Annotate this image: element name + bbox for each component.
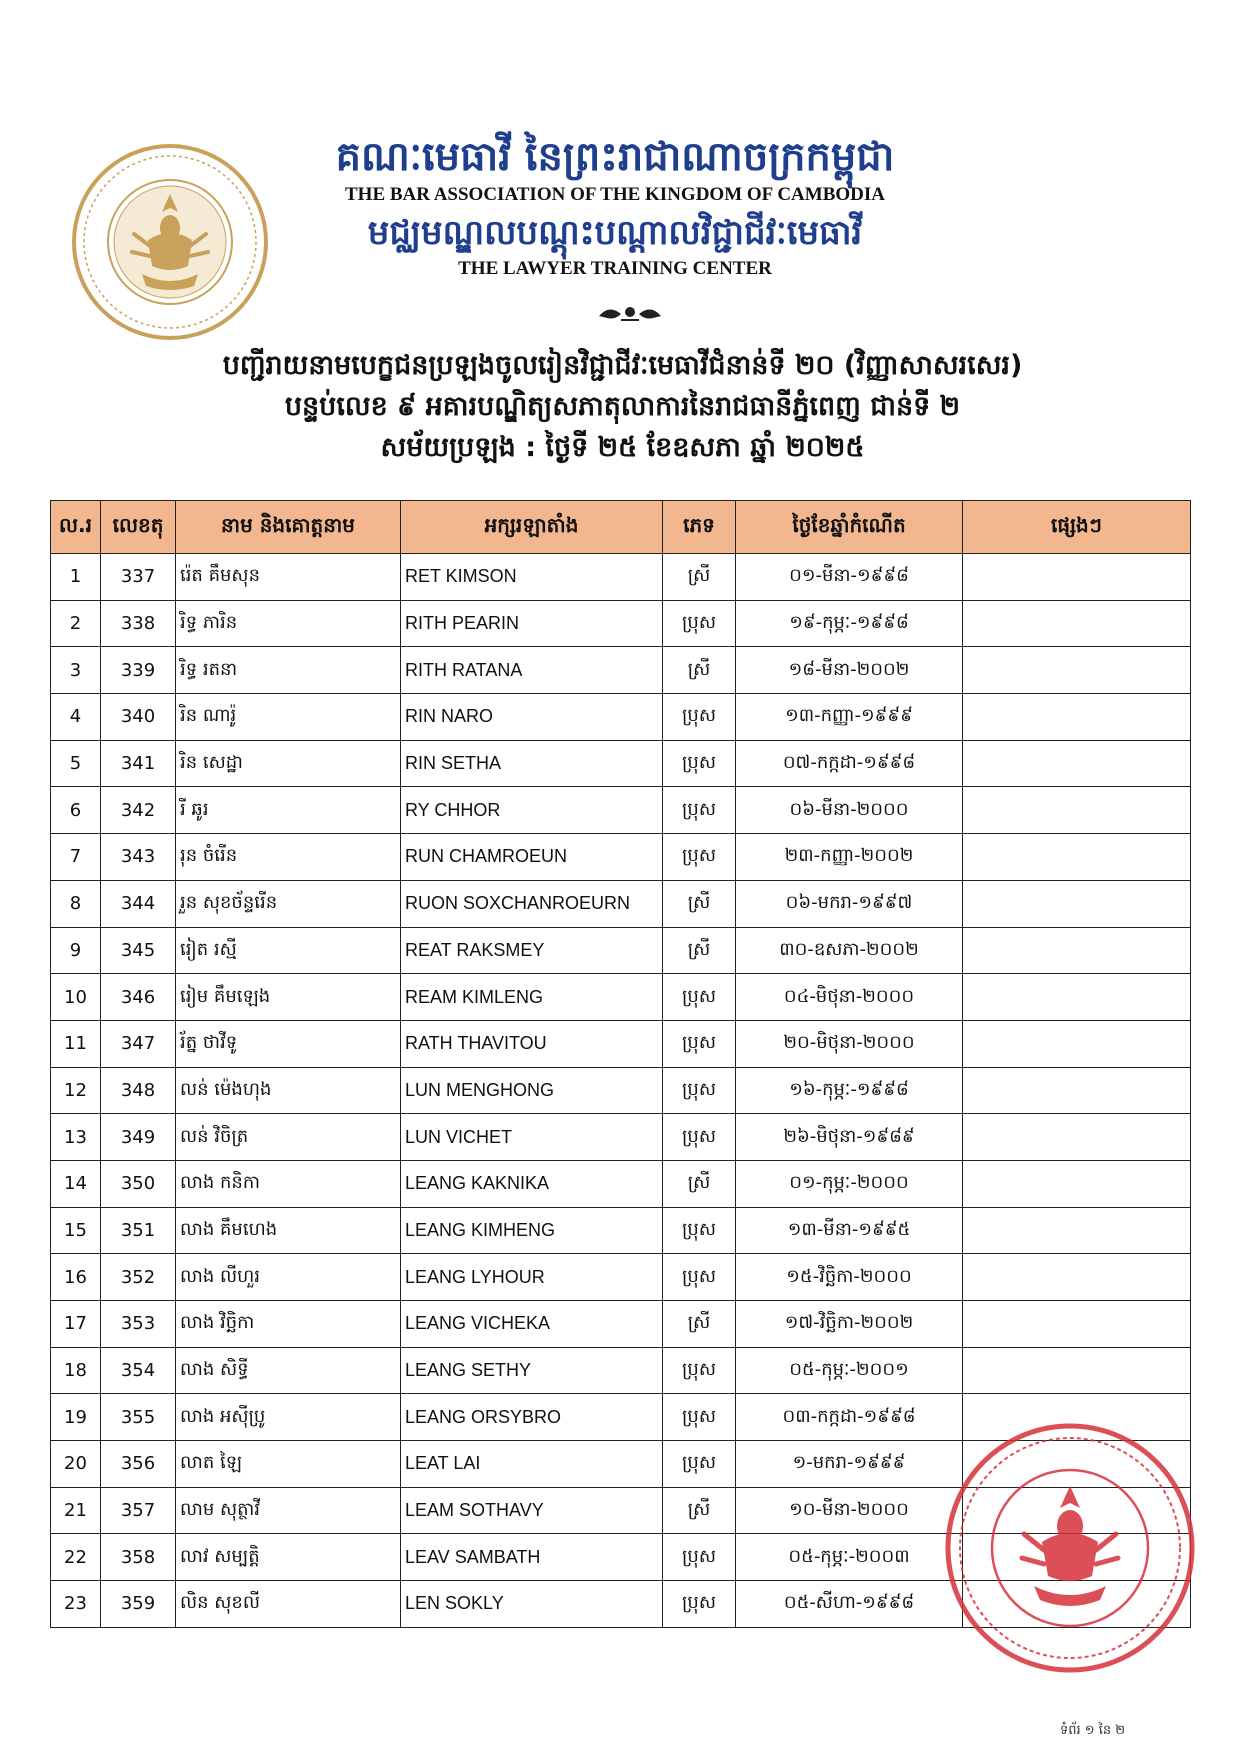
cell-note [963, 1301, 1191, 1348]
table-row [51, 1347, 1191, 1394]
cell-name-latin: LEANG KIMHENG [401, 1207, 663, 1254]
cell-name-latin: LEANG SETHY [401, 1347, 663, 1394]
cell-sex: ប្រុស [663, 1114, 736, 1161]
cell-name-khmer: រៀម គឹមឡេង [176, 974, 401, 1021]
cell-seat: 358 [101, 1534, 176, 1581]
cell-no: 20 [51, 1441, 101, 1488]
table-row [51, 1114, 1191, 1161]
cell-name-latin: LEAV SAMBATH [401, 1534, 663, 1581]
cell-name-latin: RATH THAVITOU [401, 1020, 663, 1067]
cell-name-khmer: រុន ចំរើន [176, 834, 401, 881]
cell-no: 23 [51, 1581, 101, 1628]
cell-sex: ប្រុស [663, 1394, 736, 1441]
cell-dob: ២០-មិថុនា-២០០០ [736, 1020, 963, 1067]
cell-seat: 346 [101, 974, 176, 1021]
document-titles [60, 345, 1185, 468]
cell-no: 1 [51, 554, 101, 601]
cell-sex: ប្រុស [663, 1534, 736, 1581]
cell-dob: ០៧-កក្កដា-១៩៩៨ [736, 740, 963, 787]
cell-sex: ស្រី [663, 1160, 736, 1207]
cell-dob: ១-មករា-១៩៩៩ [736, 1441, 963, 1488]
cell-no: 19 [51, 1394, 101, 1441]
cell-no: 7 [51, 834, 101, 881]
cell-dob: ០៥-សីហា-១៩៩៨ [736, 1581, 963, 1628]
page-number: ទំព័រ ១ នៃ ២ [1060, 1723, 1126, 1738]
cell-sex: ស្រី [663, 1487, 736, 1534]
cell-dob: ០៦-មីនា-២០០០ [736, 787, 963, 834]
cell-name-khmer: លាវ សម្បត្តិ [176, 1534, 401, 1581]
cell-no: 17 [51, 1301, 101, 1348]
cell-seat: 345 [101, 927, 176, 974]
cell-dob: ១៣-កញ្ញា-១៩៩៩ [736, 694, 963, 741]
cell-no: 10 [51, 974, 101, 1021]
table-row [51, 1301, 1191, 1348]
org-name-khmer: គណៈមេធាវី នៃព្រះរាជាណាចក្រកម្ពុជា [335, 134, 895, 180]
cell-sex: ប្រុស [663, 1581, 736, 1628]
cell-sex: ស្រី [663, 880, 736, 927]
cell-sex: ស្រី [663, 1301, 736, 1348]
cell-seat: 347 [101, 1020, 176, 1067]
cell-name-khmer: លាង គឹមហេង [176, 1207, 401, 1254]
cell-name-latin: LEANG ORSYBRO [401, 1394, 663, 1441]
cell-dob: ១៩-កុម្ភៈ-១៩៩៨ [736, 600, 963, 647]
cell-seat: 349 [101, 1114, 176, 1161]
cell-dob: ២៣-កញ្ញា-២០០២ [736, 834, 963, 881]
cell-name-latin: RITH PEARIN [401, 600, 663, 647]
cell-name-latin: RET KIMSON [401, 554, 663, 601]
official-stamp-icon [940, 1418, 1200, 1678]
cell-name-khmer: លន់ ម៉េងហុង [176, 1067, 401, 1114]
cell-dob: ១៧-វិច្ឆិកា-២០០២ [736, 1301, 963, 1348]
cell-seat: 338 [101, 600, 176, 647]
header-sex: ភេទ [663, 501, 736, 554]
cell-no: 6 [51, 787, 101, 834]
cell-sex: ប្រុស [663, 974, 736, 1021]
cell-dob: ០៣-កក្កដា-១៩៩៨ [736, 1394, 963, 1441]
table-row [51, 1207, 1191, 1254]
cell-no: 18 [51, 1347, 101, 1394]
cell-sex: ប្រុស [663, 1254, 736, 1301]
cell-seat: 352 [101, 1254, 176, 1301]
cell-name-latin: RIN SETHA [401, 740, 663, 787]
header-note: ផ្សេងៗ [963, 501, 1191, 554]
table-row [51, 554, 1191, 601]
cell-name-latin: LEANG LYHOUR [401, 1254, 663, 1301]
cell-seat: 337 [101, 554, 176, 601]
cell-note [963, 834, 1191, 881]
title-line-2: បន្ទប់លេខ ៩ អគារបណ្ឌិត្យសភាតុលាការនៃរាជធានីភ្នំពេញ ជាន់ទី ២ [284, 391, 961, 422]
cell-sex: ស្រី [663, 927, 736, 974]
cell-sex: ប្រុស [663, 1020, 736, 1067]
cell-seat: 344 [101, 880, 176, 927]
header-name-latin: អក្សរឡាតាំង [401, 501, 663, 554]
cell-name-khmer: លាង កនិកា [176, 1160, 401, 1207]
cell-note [963, 694, 1191, 741]
cell-name-latin: RUON SOXCHANROEURN [401, 880, 663, 927]
cell-dob: ០៥-កុម្ភៈ-២០០៣ [736, 1534, 963, 1581]
cell-sex: ប្រុស [663, 1347, 736, 1394]
cell-seat: 339 [101, 647, 176, 694]
cell-dob: ០១-មីនា-១៩៩៨ [736, 554, 963, 601]
table-header-row [51, 501, 1191, 554]
cell-name-latin: RY CHHOR [401, 787, 663, 834]
cell-name-latin: LEAT LAI [401, 1441, 663, 1488]
cell-seat: 350 [101, 1160, 176, 1207]
cell-name-khmer: លាម សុត្ថាវី [176, 1487, 401, 1534]
cell-name-khmer: រ៉េត គឹមសុន [176, 554, 401, 601]
center-name-english: THE LAWYER TRAINING CENTER [458, 258, 772, 279]
table-row [51, 1160, 1191, 1207]
cell-seat: 340 [101, 694, 176, 741]
cell-dob: ១៥-វិច្ឆិកា-២០០០ [736, 1254, 963, 1301]
cell-no: 14 [51, 1160, 101, 1207]
cell-sex: ប្រុស [663, 834, 736, 881]
cell-seat: 343 [101, 834, 176, 881]
cell-name-latin: LUN MENGHONG [401, 1067, 663, 1114]
cell-dob: ១៦-កុម្ភៈ-១៩៩៨ [736, 1067, 963, 1114]
cell-seat: 357 [101, 1487, 176, 1534]
cell-no: 4 [51, 694, 101, 741]
bar-association-seal-icon [70, 142, 270, 342]
cell-note [963, 740, 1191, 787]
cell-name-khmer: លិន សុខលី [176, 1581, 401, 1628]
cell-no: 22 [51, 1534, 101, 1581]
cell-dob: ២៦-មិថុនា-១៩៨៩ [736, 1114, 963, 1161]
cell-no: 5 [51, 740, 101, 787]
cell-name-khmer: លាង សិទ្ធី [176, 1347, 401, 1394]
cell-dob: ១០-មីនា-២០០០ [736, 1487, 963, 1534]
cell-note [963, 1254, 1191, 1301]
cell-note [963, 600, 1191, 647]
cell-no: 3 [51, 647, 101, 694]
cell-note [963, 1160, 1191, 1207]
cell-dob: ០៤-មិថុនា-២០០០ [736, 974, 963, 1021]
cell-name-khmer: រៀត រស្មី [176, 927, 401, 974]
cell-dob: ០៥-កុម្ភៈ-២០០១ [736, 1347, 963, 1394]
header-dob: ថ្ងៃខែឆ្នាំកំណើត [736, 501, 963, 554]
cell-name-khmer: រិទ្ធ ភារិន [176, 600, 401, 647]
cell-seat: 359 [101, 1581, 176, 1628]
cell-name-khmer: រី ឆូរ [176, 787, 401, 834]
org-name-english: THE BAR ASSOCIATION OF THE KINGDOM OF CAMBODIA [345, 184, 885, 205]
cell-dob: ០៦-មករា-១៩៩៧ [736, 880, 963, 927]
table-row [51, 1020, 1191, 1067]
cell-sex: ប្រុស [663, 1067, 736, 1114]
table-row [51, 694, 1191, 741]
cell-seat: 353 [101, 1301, 176, 1348]
cell-dob: ០១-កុម្ភៈ-២០០០ [736, 1160, 963, 1207]
cell-note [963, 1067, 1191, 1114]
header-name-khmer: នាម និងគោត្តនាម [176, 501, 401, 554]
cell-no: 21 [51, 1487, 101, 1534]
title-line-1: បញ្ជីរាយនាមបេក្ខជនប្រឡងចូលរៀនវិជ្ជាជីវៈមេធាវីជំនាន់ទី ២០ (វិញ្ញាសាសរសេរ) [222, 350, 1023, 381]
cell-note [963, 647, 1191, 694]
header-seat: លេខតុ [101, 501, 176, 554]
cell-sex: ប្រុស [663, 1441, 736, 1488]
cell-seat: 356 [101, 1441, 176, 1488]
cell-note [963, 1347, 1191, 1394]
cell-name-khmer: រិទ្ធ រតនា [176, 647, 401, 694]
cell-seat: 341 [101, 740, 176, 787]
cell-seat: 351 [101, 1207, 176, 1254]
cell-no: 16 [51, 1254, 101, 1301]
cell-dob: ១៣-មីនា-១៩៩៥ [736, 1207, 963, 1254]
cell-seat: 355 [101, 1394, 176, 1441]
cell-sex: ប្រុស [663, 787, 736, 834]
cell-name-latin: RUN CHAMROEUN [401, 834, 663, 881]
cell-dob: ៣០-ឧសភា-២០០២ [736, 927, 963, 974]
cell-name-latin: LEN SOKLY [401, 1581, 663, 1628]
cell-name-khmer: លាត ឡៃ [176, 1441, 401, 1488]
cell-name-khmer: លាង វិច្ឆិកា [176, 1301, 401, 1348]
cell-name-khmer: លន់ វិចិត្រ [176, 1114, 401, 1161]
cell-seat: 342 [101, 787, 176, 834]
letterhead [290, 132, 940, 282]
cell-name-latin: REAT RAKSMEY [401, 927, 663, 974]
ornament-icon [595, 300, 665, 326]
cell-no: 8 [51, 880, 101, 927]
table-row [51, 880, 1191, 927]
cell-name-latin: LEAM SOTHAVY [401, 1487, 663, 1534]
table-row [51, 647, 1191, 694]
cell-name-latin: LEANG KAKNIKA [401, 1160, 663, 1207]
cell-sex: ស្រី [663, 554, 736, 601]
cell-sex: ប្រុស [663, 740, 736, 787]
cell-note [963, 1020, 1191, 1067]
cell-note [963, 787, 1191, 834]
table-row [51, 834, 1191, 881]
cell-name-khmer: លាង អស៊ីប្រូ [176, 1394, 401, 1441]
cell-name-latin: LUN VICHET [401, 1114, 663, 1161]
cell-name-khmer: រួន សុខច័ន្ទរើន [176, 880, 401, 927]
cell-name-khmer: រិន ណារ៉ូ [176, 694, 401, 741]
center-name-khmer: មជ្ឈមណ្ឌលបណ្តុះបណ្តាលវិជ្ជាជីវៈមេធាវី [367, 213, 863, 253]
cell-note [963, 927, 1191, 974]
cell-sex: ប្រុស [663, 600, 736, 647]
cell-sex: ស្រី [663, 647, 736, 694]
cell-name-latin: REAM KIMLENG [401, 974, 663, 1021]
cell-note [963, 880, 1191, 927]
cell-name-latin: RITH RATANA [401, 647, 663, 694]
cell-no: 11 [51, 1020, 101, 1067]
cell-sex: ប្រុស [663, 1207, 736, 1254]
table-row [51, 1254, 1191, 1301]
cell-note [963, 1114, 1191, 1161]
cell-no: 2 [51, 600, 101, 647]
table-row [51, 740, 1191, 787]
cell-name-latin: RIN NARO [401, 694, 663, 741]
cell-sex: ប្រុស [663, 694, 736, 741]
cell-note [963, 554, 1191, 601]
cell-note [963, 1207, 1191, 1254]
cell-name-khmer: រិន សេដ្ឋា [176, 740, 401, 787]
table-row [51, 1067, 1191, 1114]
cell-seat: 348 [101, 1067, 176, 1114]
cell-no: 15 [51, 1207, 101, 1254]
cell-no: 9 [51, 927, 101, 974]
cell-no: 13 [51, 1114, 101, 1161]
cell-seat: 354 [101, 1347, 176, 1394]
cell-name-khmer: លាង លីហួរ [176, 1254, 401, 1301]
cell-name-khmer: រ័ត្ន ថាវីទូ [176, 1020, 401, 1067]
header-no: ល.រ [51, 501, 101, 554]
table-row [51, 927, 1191, 974]
table-row [51, 974, 1191, 1021]
table-row [51, 787, 1191, 834]
cell-note [963, 974, 1191, 1021]
cell-name-latin: LEANG VICHEKA [401, 1301, 663, 1348]
title-line-3: សម័យប្រឡង : ថ្ងៃទី ២៥ ខែឧសភា ឆ្នាំ ២០២៥ [380, 432, 865, 463]
cell-no: 12 [51, 1067, 101, 1114]
table-row [51, 600, 1191, 647]
cell-dob: ១៨-មីនា-២០០២ [736, 647, 963, 694]
